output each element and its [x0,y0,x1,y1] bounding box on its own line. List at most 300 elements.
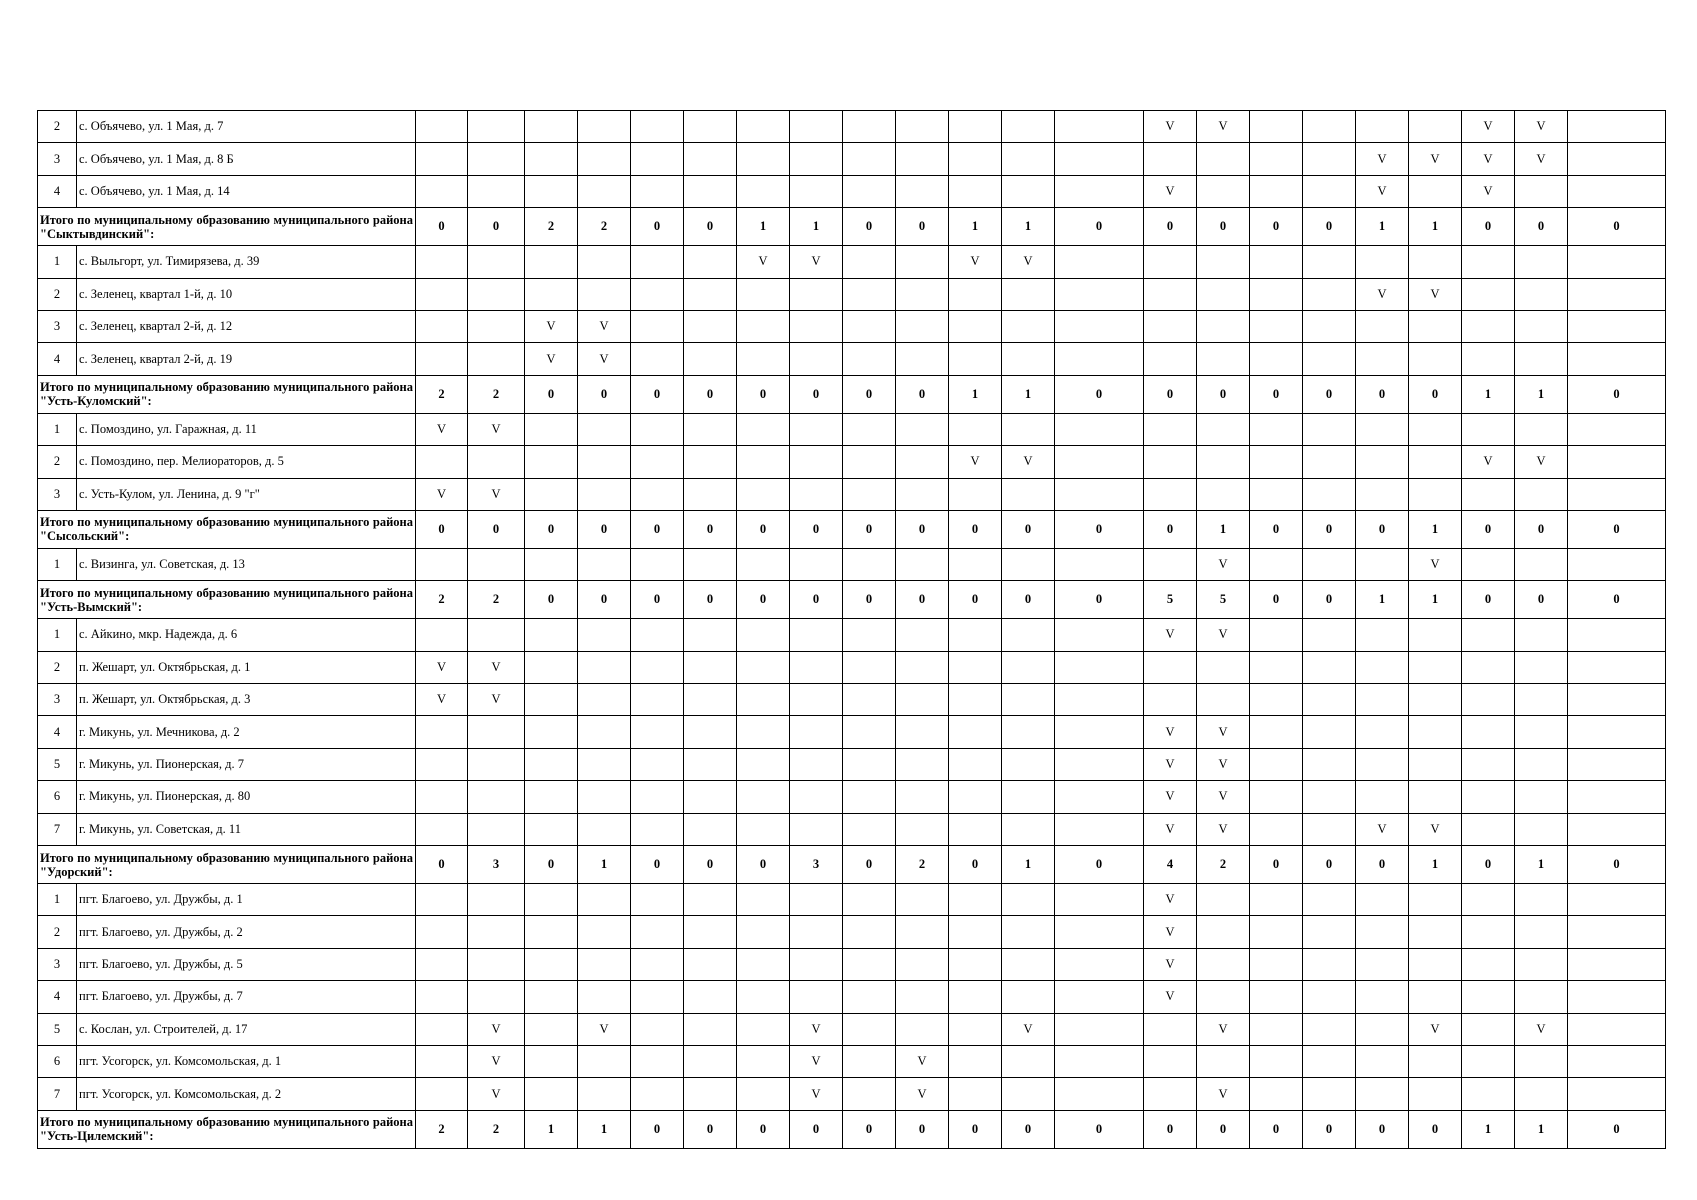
mark-cell [525,111,578,143]
mark-cell [896,916,949,948]
mark-cell [684,246,737,278]
mark-cell [684,413,737,445]
subtotal-cell: 0 [1568,1110,1666,1148]
subtotal-label: Итого по муниципальному образованию муниципального района "Удорский": [38,846,416,884]
mark-cell [578,446,631,478]
subtotal-cell: 0 [416,846,468,884]
mark-cell [790,111,843,143]
mark-cell [1303,548,1356,580]
mark-cell [790,478,843,510]
mark-cell [684,981,737,1013]
subtotal-cell: 1 [1409,846,1462,884]
row-number: 1 [38,884,77,916]
mark-cell [1568,1078,1666,1110]
table-row [38,619,1666,651]
mark-cell [790,175,843,207]
mark-cell [1515,1078,1568,1110]
mark-cell [1409,478,1462,510]
subtotal-cell: 0 [843,375,896,413]
mark-cell [1515,948,1568,980]
mark-cell: V [1462,175,1515,207]
mark-cell [1356,981,1409,1013]
mark-cell [843,813,896,845]
mark-cell [1462,948,1515,980]
mark-cell [843,143,896,175]
housing-register-table [37,110,1666,1149]
mark-cell [1250,916,1303,948]
mark-cell [790,446,843,478]
register-sheet [37,110,1666,1149]
mark-cell [416,548,468,580]
mark-cell: V [468,1078,525,1110]
mark-cell [1055,278,1144,310]
mark-cell [1002,143,1055,175]
mark-cell [1250,246,1303,278]
mark-cell [1055,948,1144,980]
subtotal-cell: 0 [578,581,631,619]
subtotal-label: Итого по муниципальному образованию муниципального района "Усть-Куломский": [38,375,416,413]
mark-cell [684,143,737,175]
mark-cell [1144,684,1197,716]
mark-cell [578,684,631,716]
mark-cell [843,548,896,580]
mark-cell: V [1002,246,1055,278]
mark-cell [949,813,1002,845]
subtotal-cell: 0 [1303,208,1356,246]
row-number: 3 [38,948,77,980]
mark-cell: V [896,1045,949,1077]
subtotal-cell: 0 [1144,208,1197,246]
mark-cell [790,343,843,375]
subtotal-row [38,581,1666,619]
mark-cell [1356,1078,1409,1110]
mark-cell [896,446,949,478]
mark-cell [1462,278,1515,310]
subtotal-cell: 0 [949,846,1002,884]
mark-cell [416,884,468,916]
mark-cell: V [578,310,631,342]
mark-cell [1462,981,1515,1013]
mark-cell [1144,1013,1197,1045]
mark-cell [1515,619,1568,651]
mark-cell [896,175,949,207]
mark-cell [1515,1045,1568,1077]
mark-cell [525,278,578,310]
mark-cell [843,111,896,143]
row-number: 4 [38,716,77,748]
mark-cell [631,175,684,207]
subtotal-cell: 0 [631,208,684,246]
mark-cell [631,1078,684,1110]
mark-cell: V [468,651,525,683]
mark-cell [1055,619,1144,651]
mark-cell [1250,781,1303,813]
mark-cell [468,748,525,780]
table-row [38,948,1666,980]
mark-cell [1409,884,1462,916]
table-row [38,716,1666,748]
mark-cell [1197,310,1250,342]
mark-cell [737,478,790,510]
address-cell: с. Зеленец, квартал 2-й, д. 12 [77,310,416,342]
mark-cell [949,748,1002,780]
mark-cell [896,246,949,278]
mark-cell [468,111,525,143]
mark-cell [1568,684,1666,716]
mark-cell [1515,413,1568,445]
mark-cell [631,884,684,916]
mark-cell [1250,343,1303,375]
subtotal-cell: 1 [1002,375,1055,413]
mark-cell [631,143,684,175]
mark-cell [1250,446,1303,478]
mark-cell [631,1013,684,1045]
mark-cell [896,813,949,845]
mark-cell [1356,781,1409,813]
mark-cell [1250,981,1303,1013]
mark-cell [790,813,843,845]
mark-cell [416,310,468,342]
mark-cell [468,175,525,207]
mark-cell [1303,651,1356,683]
mark-cell: V [1197,619,1250,651]
mark-cell [631,246,684,278]
subtotal-cell: 0 [468,510,525,548]
mark-cell [1515,278,1568,310]
mark-cell: V [468,478,525,510]
subtotal-cell: 0 [843,846,896,884]
mark-cell [1055,143,1144,175]
mark-cell [1303,619,1356,651]
address-cell: пгт. Благоево, ул. Дружбы, д. 5 [77,948,416,980]
mark-cell [578,1078,631,1110]
mark-cell [578,1045,631,1077]
subtotal-label: Итого по муниципальному образованию муниципального района "Усть-Вымский": [38,581,416,619]
subtotal-cell: 0 [1515,510,1568,548]
mark-cell [737,143,790,175]
mark-cell [468,884,525,916]
mark-cell [578,781,631,813]
table-row [38,1045,1666,1077]
address-cell: пгт. Усогорск, ул. Комсомольская, д. 2 [77,1078,416,1110]
row-number: 3 [38,684,77,716]
mark-cell [1356,684,1409,716]
mark-cell [1250,813,1303,845]
mark-cell [468,143,525,175]
mark-cell [1055,684,1144,716]
subtotal-cell: 0 [525,510,578,548]
subtotal-cell: 0 [1197,375,1250,413]
mark-cell [1409,948,1462,980]
row-number: 2 [38,278,77,310]
subtotal-cell: 2 [468,1110,525,1148]
mark-cell [1303,1078,1356,1110]
mark-cell [843,781,896,813]
address-cell: пгт. Усогорск, ул. Комсомольская, д. 1 [77,1045,416,1077]
mark-cell [1144,310,1197,342]
mark-cell: V [1002,1013,1055,1045]
mark-cell: V [1144,813,1197,845]
mark-cell [578,111,631,143]
address-cell: с. Объячево, ул. 1 Мая, д. 8 Б [77,143,416,175]
mark-cell [1409,310,1462,342]
subtotal-cell: 0 [1356,375,1409,413]
mark-cell [737,981,790,1013]
mark-cell [1055,413,1144,445]
mark-cell [737,619,790,651]
mark-cell [416,143,468,175]
mark-cell [1409,175,1462,207]
mark-cell [896,781,949,813]
subtotal-cell: 0 [737,510,790,548]
mark-cell [737,916,790,948]
mark-cell [1568,651,1666,683]
mark-cell: V [1409,548,1462,580]
mark-cell [1568,111,1666,143]
mark-cell [1197,278,1250,310]
mark-cell [525,684,578,716]
subtotal-cell: 0 [468,208,525,246]
mark-cell [896,651,949,683]
mark-cell [949,310,1002,342]
address-cell: с. Объячево, ул. 1 Мая, д. 14 [77,175,416,207]
mark-cell [1409,111,1462,143]
mark-cell [525,1078,578,1110]
table-row [38,413,1666,445]
mark-cell [468,716,525,748]
mark-cell: V [1197,1078,1250,1110]
subtotal-cell: 0 [1197,208,1250,246]
mark-cell [1409,1078,1462,1110]
row-number: 1 [38,619,77,651]
mark-cell [578,175,631,207]
table-row [38,446,1666,478]
subtotal-cell: 0 [1303,510,1356,548]
subtotal-cell: 1 [578,1110,631,1148]
mark-cell [1409,916,1462,948]
subtotal-cell: 2 [578,208,631,246]
mark-cell [1515,651,1568,683]
mark-cell [525,143,578,175]
mark-cell [1197,143,1250,175]
mark-cell [1409,343,1462,375]
mark-cell [1002,981,1055,1013]
mark-cell [949,684,1002,716]
mark-cell [1055,175,1144,207]
subtotal-cell: 0 [416,510,468,548]
subtotal-cell: 0 [843,1110,896,1148]
mark-cell [1462,884,1515,916]
mark-cell [684,310,737,342]
mark-cell: V [1356,278,1409,310]
mark-cell: V [1144,175,1197,207]
mark-cell [416,619,468,651]
mark-cell [1409,446,1462,478]
mark-cell [1250,478,1303,510]
address-cell: пгт. Благоево, ул. Дружбы, д. 2 [77,916,416,948]
table-row [38,813,1666,845]
mark-cell [737,813,790,845]
mark-cell [1055,548,1144,580]
mark-cell [1002,916,1055,948]
subtotal-cell: 1 [1409,208,1462,246]
mark-cell [949,413,1002,445]
mark-cell [843,310,896,342]
subtotal-cell: 0 [790,510,843,548]
mark-cell: V [1144,619,1197,651]
subtotal-cell: 0 [1055,846,1144,884]
subtotal-cell: 2 [416,1110,468,1148]
subtotal-cell: 0 [1002,510,1055,548]
subtotal-label: Итого по муниципальному образованию муниципального района "Сыктывдинский": [38,208,416,246]
mark-cell [1055,1045,1144,1077]
mark-cell [790,278,843,310]
subtotal-row [38,846,1666,884]
mark-cell: V [1515,1013,1568,1045]
mark-cell [525,175,578,207]
row-number: 2 [38,651,77,683]
mark-cell [1144,478,1197,510]
mark-cell [737,781,790,813]
subtotal-cell: 0 [1303,375,1356,413]
mark-cell: V [1144,884,1197,916]
mark-cell [631,813,684,845]
mark-cell [896,143,949,175]
mark-cell [1197,916,1250,948]
subtotal-cell: 0 [525,846,578,884]
mark-cell [896,343,949,375]
mark-cell [1356,413,1409,445]
mark-cell [1568,548,1666,580]
subtotal-cell: 0 [684,375,737,413]
mark-cell [790,651,843,683]
subtotal-cell: 4 [1144,846,1197,884]
row-number: 1 [38,548,77,580]
mark-cell [949,143,1002,175]
mark-cell [896,684,949,716]
row-number: 2 [38,446,77,478]
mark-cell [843,684,896,716]
mark-cell [525,1013,578,1045]
mark-cell [1002,781,1055,813]
table-row [38,175,1666,207]
subtotal-cell: 1 [1409,581,1462,619]
subtotal-cell: 1 [578,846,631,884]
subtotal-cell: 0 [684,208,737,246]
mark-cell [468,246,525,278]
mark-cell [896,548,949,580]
mark-cell [416,343,468,375]
mark-cell [1002,884,1055,916]
mark-cell [468,278,525,310]
mark-cell [1568,143,1666,175]
mark-cell [684,948,737,980]
mark-cell [684,478,737,510]
subtotal-cell: 0 [1144,375,1197,413]
mark-cell [1303,278,1356,310]
mark-cell [468,916,525,948]
mark-cell [1002,278,1055,310]
subtotal-cell: 1 [1462,1110,1515,1148]
subtotal-cell: 0 [1250,846,1303,884]
mark-cell [1356,884,1409,916]
mark-cell [737,1045,790,1077]
mark-cell [1144,446,1197,478]
table-row [38,916,1666,948]
mark-cell [1462,1013,1515,1045]
subtotal-cell: 0 [896,581,949,619]
mark-cell [1515,916,1568,948]
subtotal-cell: 0 [790,581,843,619]
mark-cell [843,619,896,651]
mark-cell [843,748,896,780]
mark-cell [1250,310,1303,342]
row-number: 3 [38,478,77,510]
mark-cell [843,916,896,948]
mark-cell [1002,343,1055,375]
mark-cell [1197,246,1250,278]
mark-cell [1356,478,1409,510]
subtotal-cell: 1 [1356,208,1409,246]
subtotal-cell: 0 [1250,510,1303,548]
mark-cell: V [1197,781,1250,813]
mark-cell [416,813,468,845]
mark-cell [684,446,737,478]
subtotal-cell: 3 [468,846,525,884]
subtotal-cell: 0 [1356,1110,1409,1148]
mark-cell [416,446,468,478]
mark-cell: V [949,246,1002,278]
mark-cell [843,948,896,980]
subtotal-cell: 0 [631,510,684,548]
mark-cell [578,884,631,916]
mark-cell [1055,916,1144,948]
mark-cell [790,981,843,1013]
table-row [38,111,1666,143]
mark-cell [1002,948,1055,980]
mark-cell [1303,684,1356,716]
subtotal-cell: 0 [1568,846,1666,884]
mark-cell [1568,948,1666,980]
mark-cell [790,548,843,580]
mark-cell: V [1197,111,1250,143]
subtotal-cell: 0 [737,375,790,413]
mark-cell [1409,748,1462,780]
mark-cell [525,413,578,445]
mark-cell [737,651,790,683]
mark-cell [525,813,578,845]
mark-cell [416,278,468,310]
subtotal-cell: 0 [684,581,737,619]
mark-cell [790,716,843,748]
mark-cell [578,651,631,683]
subtotal-cell: 0 [1568,375,1666,413]
subtotal-cell: 0 [1515,208,1568,246]
address-cell: г. Микунь, ул. Советская, д. 11 [77,813,416,845]
mark-cell [737,684,790,716]
subtotal-cell: 0 [525,581,578,619]
subtotal-cell: 0 [1568,208,1666,246]
subtotal-cell: 0 [790,1110,843,1148]
mark-cell [949,716,1002,748]
mark-cell [1055,446,1144,478]
mark-cell [843,716,896,748]
mark-cell [631,748,684,780]
subtotal-cell: 0 [949,1110,1002,1148]
subtotal-cell: 1 [737,208,790,246]
mark-cell [1462,619,1515,651]
mark-cell [684,884,737,916]
